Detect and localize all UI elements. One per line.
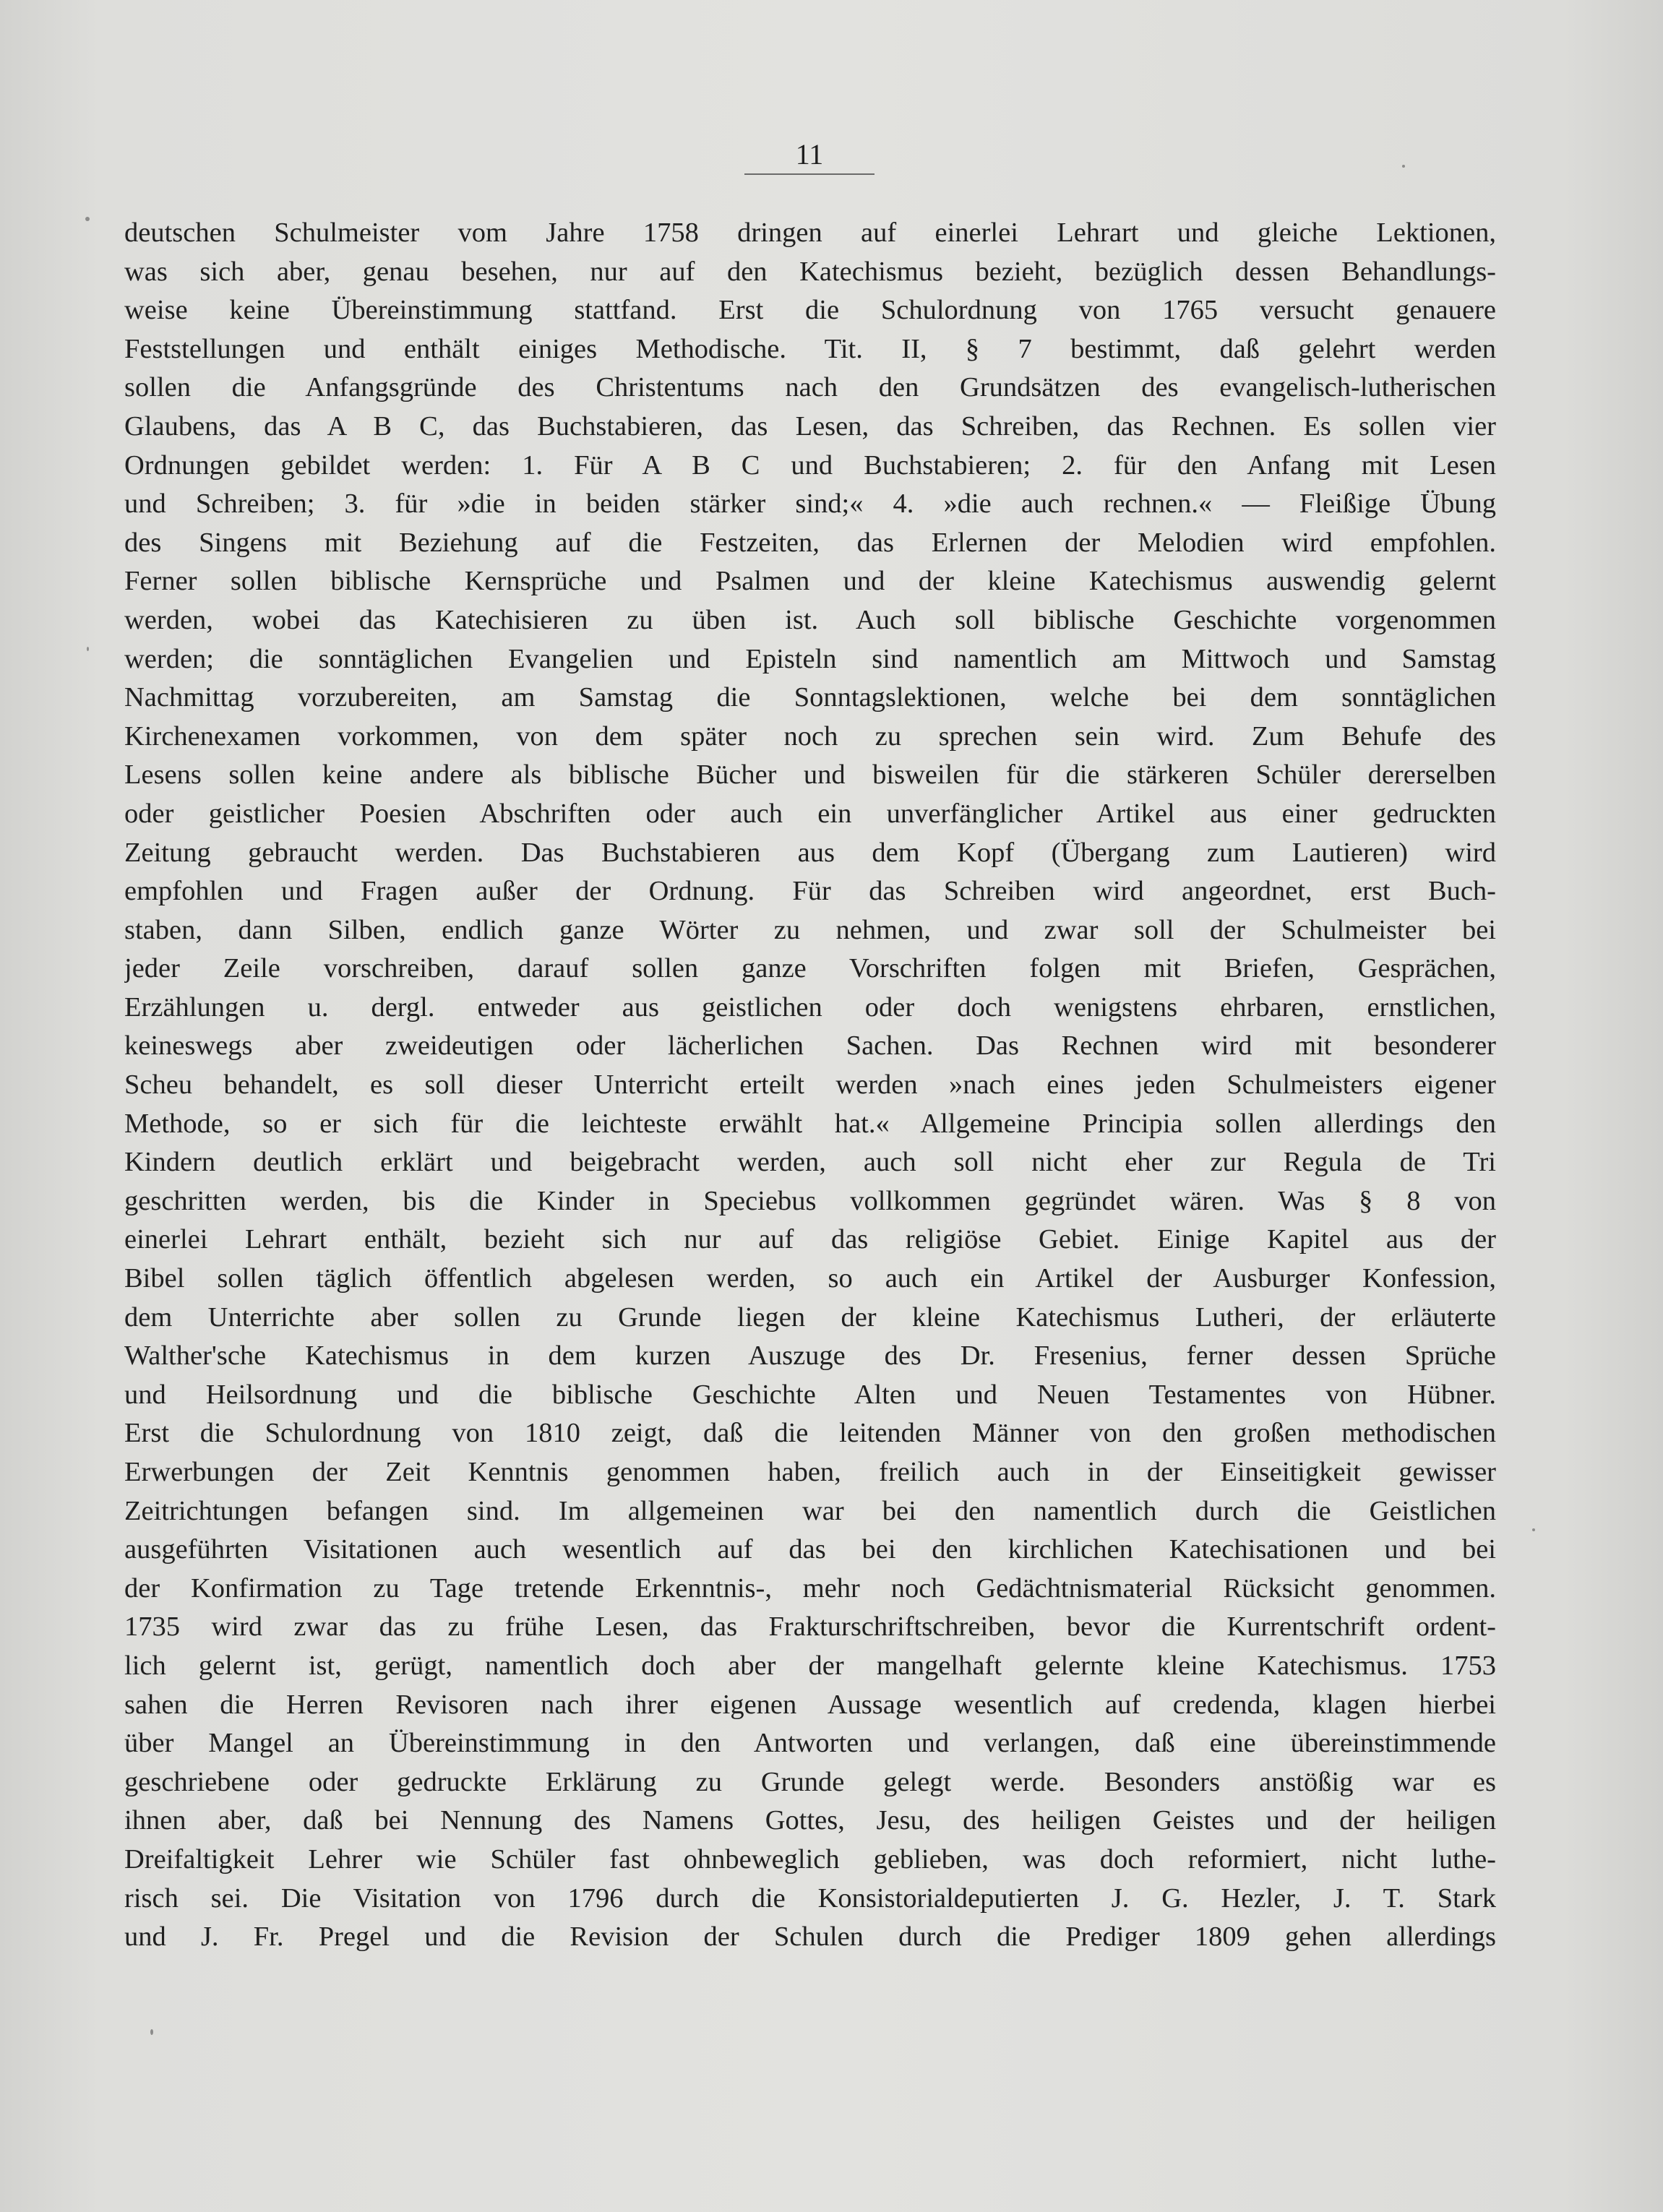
- text-line: und Schreiben; 3. für »die in beiden stärker sind;« 4. »die auch rechnen.« — Fleißige Übung: [124, 489, 1496, 520]
- text-line: werden; die sonntäglichen Evangelien und Episteln sind namentlich am Mittwoch und Samstag: [124, 643, 1496, 674]
- text-line: Methode, so er sich für die leichteste erwählt hat.« Allgemeine Principia sollen allerdings den: [124, 1108, 1496, 1139]
- text-line: Kirchenexamen vorkommen, von dem später noch zu sprechen sein wird. Zum Behufe des: [124, 720, 1496, 752]
- text-line: staben, dann Silben, endlich ganze Wörter zu nehmen, und zwar soll der Schulmeister bei: [124, 914, 1496, 945]
- text-line: risch sei. Die Visitation von 1796 durch die Konsistorialdeputierten J. G. Hezler, J. T. Stark: [124, 1882, 1496, 1914]
- text-line: Zeitrichtungen befangen sind. Im allgemeinen war bei den namentlich durch die Geistlichen: [124, 1495, 1496, 1526]
- body-text: [124, 214, 1496, 1957]
- text-line: Ordnungen gebildet werden: 1. Für A B C und Buchstabieren; 2. für den Anfang mit Lesen: [124, 449, 1496, 481]
- text-line: des Singens mit Beziehung auf die Festzeiten, das Erlernen der Melodien wird empfohlen.: [124, 527, 1496, 558]
- text-line: der Konfirmation zu Tage tretende Erkenntnis-, mehr noch Gedächtnismaterial Rücksicht genommen.: [124, 1572, 1496, 1604]
- text-line: Kindern deutlich erklärt und beigebracht werden, auch soll nicht eher zur Regula de Tri: [124, 1147, 1496, 1178]
- text-line: über Mangel an Übereinstimmung in den Antworten und verlangen, daß eine übereinstimmende: [124, 1728, 1496, 1759]
- text-line: was sich aber, genau besehen, nur auf den Katechismus bezieht, bezüglich dessen Behandlungs-: [124, 256, 1496, 287]
- text-line: weise keine Übereinstimmung stattfand. Erst die Schulordnung von 1765 versucht genauere: [124, 295, 1496, 326]
- text-line: lich gelernt ist, gerügt, namentlich doch aber der mangelhaft gelernte kleine Katechismus. 1753: [124, 1650, 1496, 1681]
- text-line: und Heilsordnung und die biblische Geschichte Alten und Neuen Testamentes von Hübner.: [124, 1379, 1496, 1410]
- text-line: und J. Fr. Pregel und die Revision der Schulen durch die Prediger 1809 gehen allerdings: [124, 1921, 1496, 1953]
- text-line: sahen die Herren Revisoren nach ihrer eigenen Aussage wesentlich auf credenda, klagen hierbei: [124, 1689, 1496, 1720]
- text-line: Erwerbungen der Zeit Kenntnis genommen haben, freilich auch in der Einseitigkeit gewisser: [124, 1457, 1496, 1487]
- text-line: geschritten werden, bis die Kinder in Speciebus vollkommen gegründet wären. Was § 8 von: [124, 1185, 1496, 1216]
- text-line: einerlei Lehrart enthält, bezieht sich nur auf das religiöse Gebiet. Einige Kapitel aus der: [124, 1224, 1496, 1255]
- text-line: jeder Zeile vorschreiben, darauf sollen ganze Vorschriften folgen mit Briefen, Gesprächen,: [124, 953, 1496, 984]
- page-number-ornament: [744, 173, 875, 181]
- text-line: Ferner sollen biblische Kernsprüche und Psalmen und der kleine Katechismus auswendig gelernt: [124, 566, 1496, 597]
- text-line: deutschen Schulmeister vom Jahre 1758 dringen auf einerlei Lehrart und gleiche Lektionen,: [124, 218, 1496, 248]
- page-header: [737, 137, 882, 181]
- text-line: sollen die Anfangsgründe des Christentums nach den Grundsätzen des evangelisch-lutherischen: [124, 372, 1496, 403]
- scan-speck: [150, 2029, 153, 2035]
- text-line: Bibel sollen täglich öffentlich abgelesen werden, so auch ein Artikel der Ausburger Konfession,: [124, 1263, 1496, 1294]
- text-line: ihnen aber, daß bei Nennung des Namens Gottes, Jesu, des heiligen Geistes und der heiligen: [124, 1805, 1496, 1836]
- text-line: Erst die Schulordnung von 1810 zeigt, daß die leitenden Männer von den großen methodischen: [124, 1418, 1496, 1449]
- text-line: dem Unterrichte aber sollen zu Grunde liegen der kleine Katechismus Lutheri, der erläuterte: [124, 1301, 1496, 1333]
- text-line: keineswegs aber zweideutigen oder lächerlichen Sachen. Das Rechnen wird mit besonderer: [124, 1030, 1496, 1062]
- scan-speck: [85, 217, 90, 221]
- text-line: ausgeführten Visitationen auch wesentlich auf das bei den kirchlichen Katechisationen und bei: [124, 1534, 1496, 1565]
- text-line: Zeitung gebraucht werden. Das Buchstabieren aus dem Kopf (Übergang zum Lautieren) wird: [124, 837, 1496, 868]
- text-line: Scheu behandelt, es soll dieser Unterricht erteilt werden »nach eines jeden Schulmeisters eigener: [124, 1070, 1496, 1101]
- scan-speck: [1532, 1528, 1535, 1531]
- text-line: geschriebene oder gedruckte Erklärung zu Grunde gelegt werde. Besonders anstößig war es: [124, 1766, 1496, 1797]
- scan-speck: [1402, 165, 1405, 168]
- text-line: Erzählungen u. dergl. entweder aus geistlichen oder doch wenigstens ehrbaren, ernstlichen,: [124, 991, 1496, 1023]
- text-line: werden, wobei das Katechisieren zu üben ist. Auch soll biblische Geschichte vorgenommen: [124, 604, 1496, 635]
- text-line: Dreifaltigkeit Lehrer wie Schüler fast ohnbeweglich geblieben, was doch reformiert, nicht luthe-: [124, 1843, 1496, 1875]
- text-line: Glaubens, das A B C, das Buchstabieren, das Lesen, das Schreiben, das Rechnen. Es sollen vier: [124, 410, 1496, 442]
- text-line: Walther'sche Katechismus in dem kurzen Auszuge des Dr. Fresenius, ferner dessen Sprüche: [124, 1340, 1496, 1372]
- text-line: Feststellungen und enthält einiges Methodische. Tit. II, § 7 bestimmt, daß gelehrt werden: [124, 333, 1496, 364]
- text-line: Lesens sollen keine andere als biblische Bücher und bisweilen für die stärkeren Schüler dererselben: [124, 759, 1496, 791]
- text-line: Nachmittag vorzubereiten, am Samstag die Sonntagslektionen, welche bei dem sonntäglichen: [124, 682, 1496, 713]
- text-line: empfohlen und Fragen außer der Ordnung. Für das Schreiben wird angeordnet, erst Buch-: [124, 876, 1496, 907]
- scan-speck: [87, 647, 89, 651]
- text-line: 1735 wird zwar das zu frühe Lesen, das Frakturschriftschreiben, bevor die Kurrentschrift ordent-: [124, 1611, 1496, 1643]
- text-line: oder geistlicher Poesien Abschriften oder auch ein unverfänglicher Artikel aus einer gedruckten: [124, 798, 1496, 829]
- page-number: 11: [795, 138, 824, 171]
